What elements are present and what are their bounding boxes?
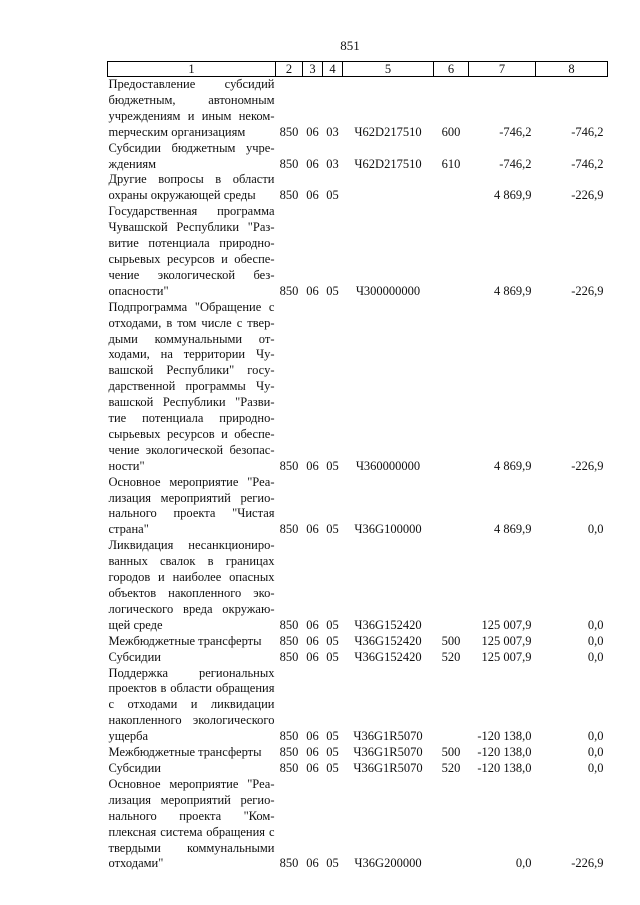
row-amount-2: -746,2 bbox=[571, 156, 604, 171]
row-expense-type bbox=[434, 538, 469, 633]
row-amount-1: 4 869,9 bbox=[494, 522, 532, 537]
row-expense-type: 520 bbox=[441, 649, 461, 664]
row-subsection: 03 bbox=[326, 156, 339, 171]
row-expense-type: 500 bbox=[441, 633, 461, 648]
row-target-article: Ч360000000 bbox=[355, 458, 421, 473]
row-target-article: Ч36G1R5070 bbox=[353, 729, 423, 744]
row-admin-code: 850 bbox=[279, 124, 299, 139]
row-section: 06 bbox=[306, 156, 319, 171]
row-amount-1: 0,0 bbox=[515, 856, 532, 871]
table-row bbox=[108, 172, 608, 204]
row-section: 06 bbox=[306, 617, 319, 632]
row-section: 06 bbox=[306, 856, 319, 871]
row-amount-2: -226,9 bbox=[571, 458, 604, 473]
budget-table bbox=[107, 61, 608, 872]
row-subsection: 05 bbox=[326, 760, 339, 775]
header-col-2: 2 bbox=[276, 62, 303, 77]
header-row bbox=[108, 62, 608, 77]
row-admin-code: 850 bbox=[279, 188, 299, 203]
row-name: Межбюджетные трансферты bbox=[108, 633, 262, 648]
table-row bbox=[108, 666, 608, 746]
row-target-article: Ч36G200000 bbox=[354, 856, 422, 871]
row-section: 06 bbox=[306, 188, 319, 203]
header-col-4: 4 bbox=[323, 62, 343, 77]
row-expense-type bbox=[434, 172, 469, 204]
row-section: 06 bbox=[306, 522, 319, 537]
row-section: 06 bbox=[306, 124, 319, 139]
row-admin-code: 850 bbox=[279, 633, 299, 648]
row-amount-2: -226,9 bbox=[571, 856, 604, 871]
row-amount-1: 4 869,9 bbox=[494, 283, 532, 298]
row-admin-code: 850 bbox=[279, 745, 299, 760]
row-admin-code: 850 bbox=[279, 283, 299, 298]
row-expense-type bbox=[434, 475, 469, 539]
row-amount-2: -226,9 bbox=[571, 283, 604, 298]
row-amount-2: -226,9 bbox=[571, 188, 604, 203]
row-subsection: 05 bbox=[326, 649, 339, 664]
row-section: 06 bbox=[306, 458, 319, 473]
table-body bbox=[108, 77, 608, 873]
page-number: 851 bbox=[340, 38, 360, 53]
row-subsection: 03 bbox=[326, 124, 339, 139]
table-header bbox=[108, 62, 608, 77]
row-amount-1: -120 138,0 bbox=[477, 760, 532, 775]
row-amount-2: 0,0 bbox=[587, 745, 604, 760]
row-admin-code: 850 bbox=[279, 760, 299, 775]
row-admin-code: 850 bbox=[279, 458, 299, 473]
row-amount-2: 0,0 bbox=[587, 617, 604, 632]
row-name: Субсидии bbox=[108, 649, 161, 664]
row-name: Межбюджетные трансферты bbox=[108, 745, 262, 760]
row-target-article bbox=[343, 172, 434, 204]
table-row bbox=[108, 77, 608, 141]
row-subsection: 05 bbox=[326, 617, 339, 632]
row-target-article: Ч300000000 bbox=[355, 283, 421, 298]
table-row bbox=[108, 300, 608, 475]
row-section: 06 bbox=[306, 745, 319, 760]
row-expense-type: 600 bbox=[441, 124, 461, 139]
table-row bbox=[108, 777, 608, 872]
table-row bbox=[108, 475, 608, 539]
row-amount-1: -120 138,0 bbox=[477, 745, 532, 760]
row-amount-2: 0,0 bbox=[587, 760, 604, 775]
header-col-8: 8 bbox=[536, 62, 608, 77]
row-expense-type: 500 bbox=[441, 745, 461, 760]
row-expense-type bbox=[434, 777, 469, 872]
row-target-article: Ч36G1R5070 bbox=[353, 745, 423, 760]
row-name: Предоставление субсидий бюджетным, автономным учреждениям и иным некомmерческим организациям bbox=[108, 77, 275, 139]
row-subsection: 05 bbox=[326, 188, 339, 203]
row-amount-2: 0,0 bbox=[587, 522, 604, 537]
table-row bbox=[108, 141, 608, 173]
row-admin-code: 850 bbox=[279, 617, 299, 632]
row-expense-type: 610 bbox=[441, 156, 461, 171]
table-row bbox=[108, 634, 608, 650]
row-expense-type: 520 bbox=[441, 760, 461, 775]
row-section: 06 bbox=[306, 283, 319, 298]
row-amount-1: -746,2 bbox=[499, 156, 532, 171]
row-name: Государственная программа Чувашской Республики "Развитие потенциала природно-сырьевых ресурсов и обеспечение экологической безопасности" bbox=[108, 204, 275, 298]
row-section: 06 bbox=[306, 649, 319, 664]
row-subsection: 05 bbox=[326, 633, 339, 648]
row-target-article: Ч62D217510 bbox=[354, 124, 422, 139]
header-col-6: 6 bbox=[434, 62, 469, 77]
row-admin-code: 850 bbox=[279, 522, 299, 537]
row-expense-type bbox=[434, 300, 469, 475]
row-name: Ликвидация несанкционированных свалок в границах городов и наиболее опасных объектов накопленного экологического вреда окружающей среде bbox=[108, 538, 275, 632]
table-row bbox=[108, 745, 608, 761]
row-name: Поддержка региональных проектов в области обращения с отходами и ликвидации накопленного экологического ущерба bbox=[108, 665, 275, 744]
row-amount-2: 0,0 bbox=[587, 649, 604, 664]
row-name: Подпрограмма "Обращение с отходами, в том числе с твердыми коммунальными отходами, на территории Чувашской Республики" государственной программы Чувашской Республики "Развитие потенциала природно-сырьевых ресурсов и обеспечение экологической безопасности" bbox=[108, 299, 275, 473]
header-col-3: 3 bbox=[303, 62, 323, 77]
row-amount-2: 0,0 bbox=[587, 633, 604, 648]
row-subsection: 05 bbox=[326, 729, 339, 744]
row-subsection: 05 bbox=[326, 745, 339, 760]
header-col-5: 5 bbox=[343, 62, 434, 77]
row-amount-1: 125 007,9 bbox=[481, 617, 532, 632]
row-target-article: Ч36G152420 bbox=[354, 617, 422, 632]
row-target-article: Ч36G152420 bbox=[354, 633, 422, 648]
row-target-article: Ч36G152420 bbox=[354, 649, 422, 664]
row-amount-1: 125 007,9 bbox=[481, 649, 532, 664]
table-row bbox=[108, 204, 608, 299]
table-row bbox=[108, 538, 608, 633]
row-name: Субсидии bbox=[108, 760, 161, 775]
row-section: 06 bbox=[306, 729, 319, 744]
row-name: Другие вопросы в области охраны окружающей среды bbox=[108, 172, 275, 203]
row-admin-code: 850 bbox=[279, 156, 299, 171]
row-expense-type bbox=[434, 204, 469, 299]
row-subsection: 05 bbox=[326, 856, 339, 871]
row-amount-1: 4 869,9 bbox=[494, 458, 532, 473]
row-target-article: Ч36G1R5070 bbox=[353, 760, 423, 775]
header-col-1: 1 bbox=[108, 62, 276, 77]
table-row bbox=[108, 650, 608, 666]
row-name: Субсидии бюджетным учреждениям bbox=[108, 140, 275, 171]
row-expense-type bbox=[434, 666, 469, 746]
row-subsection: 05 bbox=[326, 522, 339, 537]
row-amount-2: -746,2 bbox=[571, 124, 604, 139]
row-admin-code: 850 bbox=[279, 729, 299, 744]
header-col-7: 7 bbox=[469, 62, 536, 77]
row-target-article: Ч36G100000 bbox=[354, 522, 422, 537]
row-name: Основное мероприятие "Реализация мероприятий регионального проекта "Чистая страна" bbox=[108, 474, 275, 537]
row-amount-1: 4 869,9 bbox=[494, 188, 532, 203]
row-amount-1: -746,2 bbox=[499, 124, 532, 139]
row-section: 06 bbox=[306, 760, 319, 775]
row-amount-2: 0,0 bbox=[587, 729, 604, 744]
table-row bbox=[108, 761, 608, 777]
row-target-article: Ч62D217510 bbox=[354, 156, 422, 171]
row-subsection: 05 bbox=[326, 458, 339, 473]
row-admin-code: 850 bbox=[279, 856, 299, 871]
row-name: Основное мероприятие "Реализация мероприятий регионального проекта "Комплексная система обращения с твердыми коммунальными отходами" bbox=[108, 776, 275, 871]
row-amount-1: 125 007,9 bbox=[481, 633, 532, 648]
row-admin-code: 850 bbox=[279, 649, 299, 664]
row-section: 06 bbox=[306, 633, 319, 648]
row-subsection: 05 bbox=[326, 283, 339, 298]
row-amount-1: -120 138,0 bbox=[477, 729, 532, 744]
